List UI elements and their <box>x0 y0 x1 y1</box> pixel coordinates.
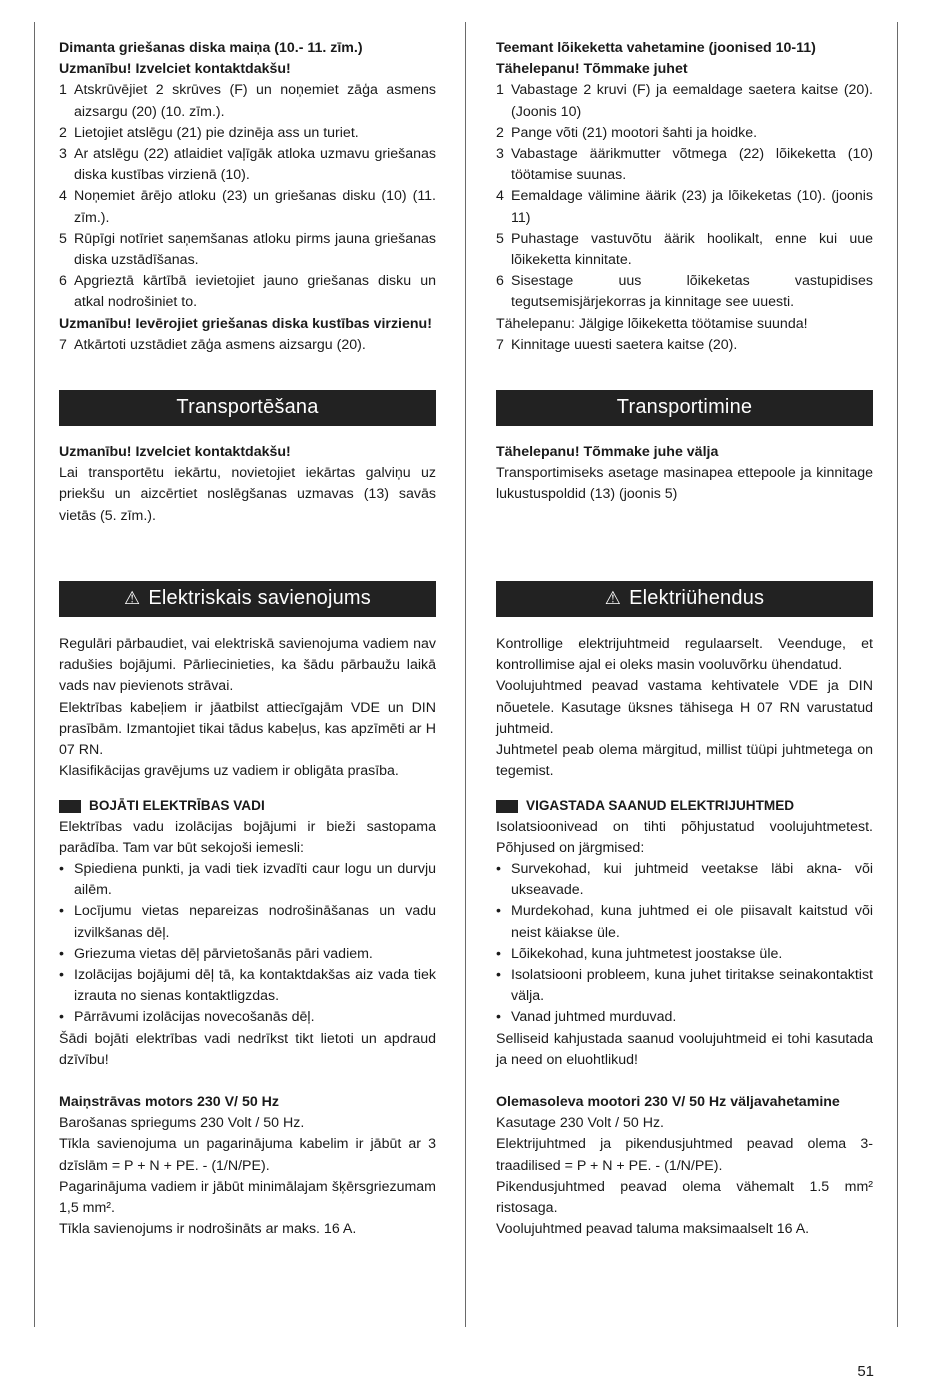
paragraph: Pikendusjuhtmed peavad olema vähemalt 1.5 mm² ristosaga. <box>496 1178 873 1217</box>
paragraph: Isolatsioonivead on tihti põhjustatud voolujuhtmetest. Põhjused on järgmised: <box>496 818 873 856</box>
damaged-cables-heading: BOJĀTI ELEKTRĪBAS VADI <box>59 795 436 816</box>
blade-direction-note: Tähelepanu: Jälgige lõikeketta töötamise suunda! <box>496 315 808 332</box>
list-item: • Izolācijas bojājumi dēļ tā, ka kontaktdakšas aiz vada tiek izrauta no sienas kontaktligzdas. <box>59 967 436 1005</box>
section-heading: Transportēšana <box>176 396 319 419</box>
transport-warning: Uzmanību! Izvelciet kontaktdakšu! <box>59 444 291 460</box>
blade-change-title: Dimanta griešanas diska maiņa (10.- 11. zīm.) <box>59 40 363 56</box>
paragraph: Juhtmetel peab olema märgitud, millist tüüpi juhtmetega on tegemist. <box>496 742 873 780</box>
list-item: 3 Vabastage äärikmutter võtmega (22) lõikeketta (10) töötamise suunas. <box>496 146 873 184</box>
blade-warning: Uzmanību! Izvelciet kontaktdakšu! <box>59 61 291 78</box>
section-heading: Elektriühendus <box>629 587 765 610</box>
list-item: 5 Puhastage vastuvõtu äärik hoolikalt, enne kui uue lõikeketta kinnitate. <box>496 230 873 269</box>
damage-causes-list <box>59 859 436 1029</box>
transport-warning: Tähelepanu! Tõmmake juhe välja <box>496 444 719 460</box>
list-item: • Locījumu vietas nepareizas nodrošināšanas un vadu izvilkšanas dēļ. <box>59 903 436 941</box>
blade-steps-list <box>496 80 873 313</box>
paragraph: Pagarinājuma vadiem ir jābūt minimālajam šķērsgriezumam 1,5 mm². <box>59 1178 436 1217</box>
paragraph: Barošanas spriegums 230 Volt / 50 Hz. <box>59 1115 305 1132</box>
list-item: 7 Atkārtoti uzstādiet zāģa asmens aizsargu (20). <box>59 336 366 353</box>
column-latvian <box>59 38 436 356</box>
motor-heading: Olemasoleva mootori 230 V/ 50 Hz väljavahetamine <box>496 1094 840 1111</box>
electric-section-lv <box>59 581 436 1240</box>
paragraph: Šādi bojāti elektrības vadi nedrīkst tikt lietoti un apdraud dzīvību! <box>59 1030 436 1068</box>
list-item: • Vanad juhtmed murduvad. <box>496 1009 677 1026</box>
list-item: 4 Eemaldage välimine äärik (23) ja lõikeketas (10). (joonis 11) <box>496 188 873 226</box>
transport-section-et <box>496 390 873 506</box>
blade-steps-list <box>59 80 436 313</box>
paragraph: Regulāri pārbaudiet, vai elektriskā savienojuma vadiem nav radušies bojājumi. Pārliecinieties, ka šādu pārbaužu laikā vads nav pievienots strāvai. <box>59 636 436 695</box>
paragraph: Kontrollige elektrijuhtmeid regulaarselt. Veenduge, et kontrollimise ajal ei oleks masin vooluvõrku ühendatud. <box>496 636 873 674</box>
paragraph: Voolujuhtmed peavad taluma maksimaalselt 16 A. <box>496 1221 810 1238</box>
paragraph: Selliseid kahjustada saanud voolujuhtmeid ei tohi kasutada ja need on eluohtlikud! <box>496 1030 873 1068</box>
paragraph: Elektrības vadu izolācijas bojājumi ir bieži sastopama parādība. Tam var būt sekojoši iemesli: <box>59 818 436 856</box>
transport-text: Transportimiseks asetage masinapea ettepoole ja kinnitage lukustuspoldid (13) (joonis 5) <box>496 465 873 503</box>
damaged-cables-heading: VIGASTADA SAANUD ELEKTRIJUHTMED <box>496 795 873 816</box>
center-column-rule <box>465 22 466 1327</box>
electric-heading-bar <box>59 581 436 617</box>
blade-change-title: Teemant lõikeketta vahetamine (joonised 10-11) <box>496 40 816 56</box>
electric-section-et <box>496 581 873 1240</box>
paragraph: Kasutage 230 Volt / 50 Hz. <box>496 1115 664 1132</box>
paragraph: Tīkla savienojuma un pagarinājuma kabelim ir jābūt ar 3 dzīslām = P + N + PE. - (1/N/PE). <box>59 1136 436 1174</box>
list-item: 2 Lietojiet atslēgu (21) pie dzinēja ass un turiet. <box>59 124 359 141</box>
list-item: 7 Kinnitage uuesti saetera kaitse (20). <box>496 336 738 353</box>
blade-warning: Tähelepanu! Tõmmake juhet <box>496 61 688 78</box>
section-heading: Elektriskais savienojums <box>148 587 371 610</box>
list-item: • Survekohad, kui juhtmeid veetakse läbi akna- või ukseavade. <box>496 861 873 899</box>
transport-section-lv <box>59 390 436 527</box>
blade-steps-list-continued <box>496 335 873 356</box>
column-estonian <box>496 38 873 356</box>
list-item: 1 Atskrūvējiet 2 skrūves (F) un noņemiet zāģa asmens aizsargu (20) (10. zīm.). <box>59 82 436 120</box>
warning-triangle-icon: ⚠ <box>124 588 141 609</box>
black-square-icon <box>59 800 81 813</box>
page-number: 51 <box>857 1363 874 1380</box>
list-item: • Spiediena punkti, ja vadi tiek izvadīti caur logu un durvju ailēm. <box>59 861 436 899</box>
damage-causes-list <box>496 859 873 1029</box>
list-item: • Pārrāvumi izolācijas novecošanās dēļ. <box>59 1009 315 1026</box>
section-heading: Transportimine <box>616 396 753 419</box>
list-item: • Murdekohad, kuna juhtmed ei ole piisavalt kaitstud või neist käiakse üle. <box>496 903 873 941</box>
blade-steps-list-continued <box>59 335 436 356</box>
paragraph: Klasifikācijas gravējums uz vadiem ir obligāta prasība. <box>59 763 399 780</box>
list-item: • Griezuma vietas dēļ pārvietošanās pāri vadiem. <box>59 945 373 962</box>
warning-triangle-icon: ⚠ <box>604 588 622 609</box>
list-item: 6 Apgrieztā kārtībā ievietojiet jauno griešanas disku un atkal nodrošiniet to. <box>59 273 436 311</box>
list-item: • Isolatsiooni probleem, kuna juhet tiritakse seinakontaktist välja. <box>496 967 873 1005</box>
transport-heading-bar <box>59 390 436 426</box>
transport-text: Lai transportētu iekārtu, novietojiet iekārtas galviņu uz priekšu un aizcērtiet noslēgšanas uzmavas (13) savās vietās (5. zīm.). <box>59 465 436 524</box>
paragraph: Elektrijuhtmed ja pikendusjuhtmed peavad olema 3-traadilised = P + N + PE. - (1/N/PE). <box>496 1136 873 1174</box>
list-item: 3 Ar atslēgu (22) atlaidiet vaļīgāk atloka uzmavu griešanas diska kustības virzienā (10). <box>59 146 436 184</box>
list-item: 1 Vabastage 2 kruvi (F) ja eemaldage saetera kaitse (20). (Joonis 10) <box>496 82 873 120</box>
left-margin-rule <box>34 22 35 1327</box>
list-item: 5 Rūpīgi notīriet saņemšanas atloku pirms jauna griešanas diska uzstādīšanas. <box>59 230 436 269</box>
transport-heading-bar <box>496 390 873 426</box>
list-item: 2 Pange võti (21) mootori šahti ja hoidke. <box>496 124 758 141</box>
electric-heading-bar <box>496 581 873 617</box>
right-margin-rule <box>897 22 898 1327</box>
black-square-icon <box>496 800 518 813</box>
list-item: 6 Sisestage uus lõikeketas vastupidises tegutsemisjärjekorras ja kinnitage see uuesti. <box>496 273 873 311</box>
blade-direction-warning: Uzmanību! Ievērojiet griešanas diska kustības virzienu! <box>59 315 432 332</box>
paragraph: Elektrības kabeļiem ir jāatbilst attiecīgajām VDE un DIN prasībām. Izmantojiet tikai tādus kabeļus, kas apzīmēti ar H 07 RN. <box>59 699 436 759</box>
paragraph: Tīkla savienojums ir nodrošināts ar maks. 16 A. <box>59 1221 357 1238</box>
paragraph: Voolujuhtmed peavad vastama kehtivatele VDE ja DIN nõuetele. Kasutage üksnes tähisega H 07 RN varustatud juhtmeid. <box>496 678 873 737</box>
list-item: 4 Noņemiet ārējo atloku (23) un griešanas disku (10) (11. zīm.). <box>59 188 436 226</box>
list-item: • Lõikekohad, kuna juhtmetest joostakse üle. <box>496 945 783 962</box>
motor-heading: Maiņstrāvas motors 230 V/ 50 Hz <box>59 1094 280 1111</box>
